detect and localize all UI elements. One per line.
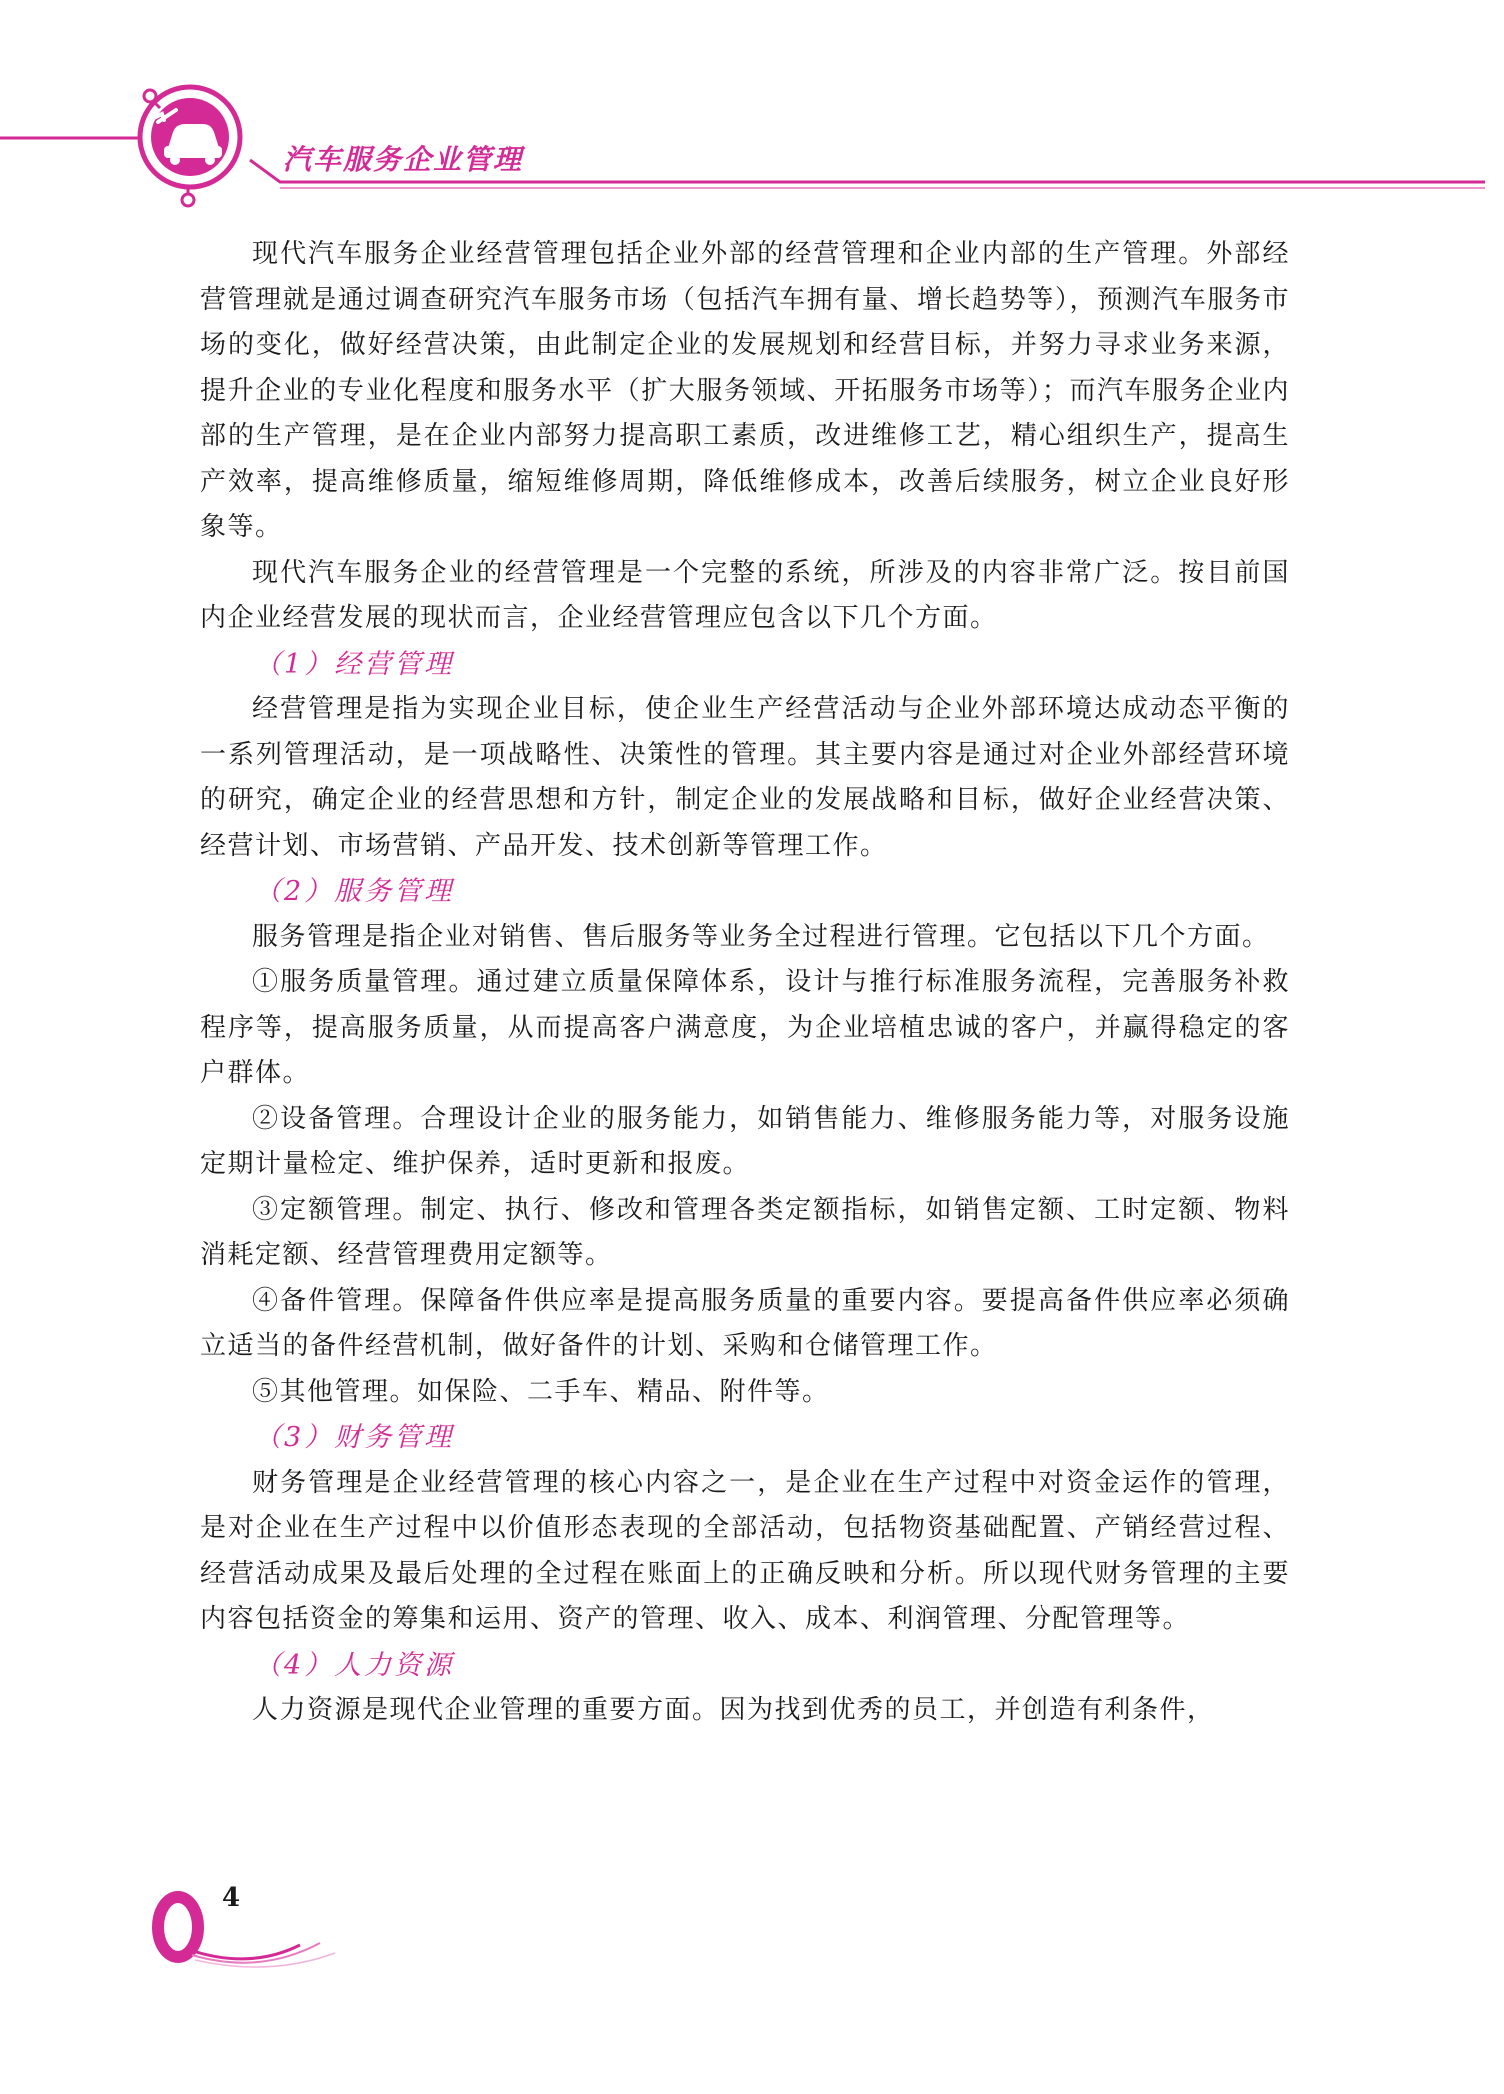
paragraph: 现代汽车服务企业的经营管理是一个完整的系统，所涉及的内容非常广泛。按目前国内企业经营发展的现状而言，企业经营管理应包含以下几个方面。	[200, 557, 1290, 633]
paragraph: 人力资源是现代企业管理的重要方面。因为找到优秀的员工，并创造有利条件，	[252, 1695, 1215, 1725]
page-header	[0, 0, 1504, 230]
paragraph: ②设备管理。合理设计企业的服务能力，如销售能力、维修服务能力等，对服务设施定期计量检定、维护保养，适时更新和报废。	[200, 1103, 1290, 1179]
section-heading: （3）财务管理	[254, 1422, 455, 1453]
book-title: 汽车服务企业管理	[283, 143, 524, 176]
paragraph: ④备件管理。保障备件供应率是提高服务质量的重要内容。要提高备件供应率必须确立适当的备件经营机制，做好备件的计划、采购和仓储管理工作。	[200, 1285, 1290, 1361]
header-decoration	[0, 0, 1504, 230]
paragraph: ⑤其他管理。如保险、二手车、精品、附件等。	[252, 1376, 830, 1407]
car-repair-wrench-icon	[140, 87, 240, 206]
section-heading: （2）服务管理	[254, 876, 455, 907]
section-heading: （4）人力资源	[254, 1649, 455, 1681]
paragraph: 财务管理是企业经营管理的核心内容之一，是企业在生产过程中对资金运作的管理，是对企业在生产过程中以价值形态表现的全部活动，包括物资基础配置、产销经营过程、经营活动成果及最后处理的全过程在账面上的正确反映和分析。所以现代财务管理的主要内容包括资金的筹集和运用、资产的管理、收入、成本、利润管理、分配管理等。	[200, 1467, 1290, 1634]
paragraph: 现代汽车服务企业经营管理包括企业外部的经营管理和企业内部的生产管理。外部经营管理就是通过调查研究汽车服务市场（包括汽车拥有量、增长趋势等），预测汽车服务市场的变化，做好经营决策，由此制定企业的发展规划和经营目标，并努力寻求业务来源，提升企业的专业化程度和服务水平（扩大服务领域、开拓服务市场等）；而汽车服务企业内部的生产管理，是在企业内部努力提高职工素质，改进维修工艺，精心组织生产，提高生产效率，提高维修质量，缩短维修周期，降低维修成本，改善后续服务，树立企业良好形象等。	[200, 239, 1290, 542]
paragraph: ③定额管理。制定、执行、修改和管理各类定额指标，如销售定额、工时定额、物料消耗定额、经营管理费用定额等。	[200, 1194, 1290, 1270]
page-number: 4	[222, 1883, 241, 1913]
paragraph: 经营管理是指为实现企业目标，使企业生产经营活动与企业外部环境达成动态平衡的一系列管理活动，是一项战略性、决策性的管理。其主要内容是通过对企业外部经营环境的研究，确定企业的经营思想和方针，制定企业的发展战略和目标，做好企业经营决策、经营计划、市场营销、产品开发、技术创新等管理工作。	[200, 694, 1290, 861]
paragraph: 服务管理是指企业对销售、售后服务等业务全过程进行管理。它包括以下几个方面。	[252, 921, 1270, 952]
section-heading: （1）经营管理	[254, 648, 455, 680]
page-content	[200, 232, 1290, 1734]
paragraph: ①服务质量管理。通过建立质量保障体系，设计与推行标准服务流程，完善服务补救程序等，提高服务质量，从而提高客户满意度，为企业培植忠诚的客户，并赢得稳定的客户群体。	[200, 967, 1290, 1088]
